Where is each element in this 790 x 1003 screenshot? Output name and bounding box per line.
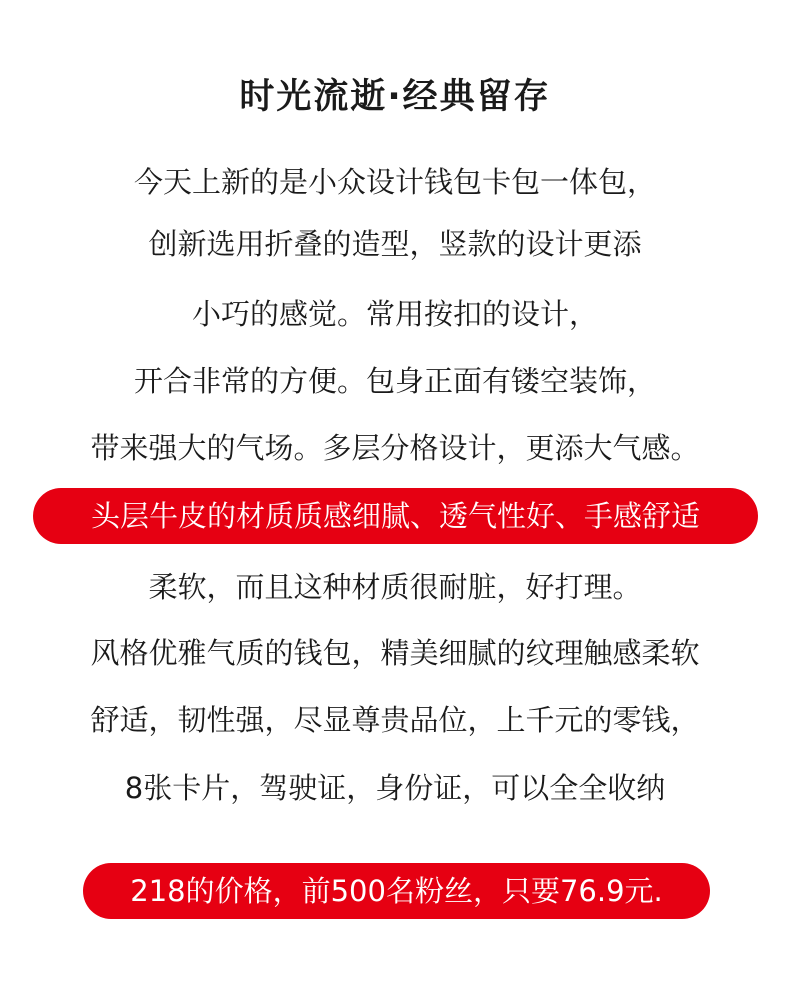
- description-line: 舒适，韧性强，尽显尊贵品位，上千元的零钱，: [90, 703, 700, 737]
- description-line: 今天上新的是小众设计钱包卡包一体包，: [133, 165, 656, 199]
- description-line: 风格优雅气质的钱包，精美细腻的纹理触感柔软: [90, 636, 700, 670]
- highlight-banner: 头层牛皮的材质质感细腻、透气性好、手感舒适: [33, 488, 758, 544]
- page-title: 时光流逝·经典留存: [239, 77, 551, 117]
- description-line: 8张卡片，驾驶证，身份证，可以全全收纳: [124, 771, 666, 805]
- description-line: 带来强大的气场。多层分格设计，更添大气感。: [90, 431, 700, 465]
- description-line: 柔软，而且这种材质很耐脏，好打理。: [148, 570, 642, 604]
- description-line: 开合非常的方便。包身正面有镂空装饰，: [133, 364, 656, 398]
- description-line: 小巧的感觉。常用按扣的设计，: [191, 297, 598, 331]
- description-line: 创新选用折叠的造型，竖款的设计更添: [148, 227, 642, 261]
- price-banner: 218的价格，前500名粉丝，只要76.9元.: [83, 863, 710, 919]
